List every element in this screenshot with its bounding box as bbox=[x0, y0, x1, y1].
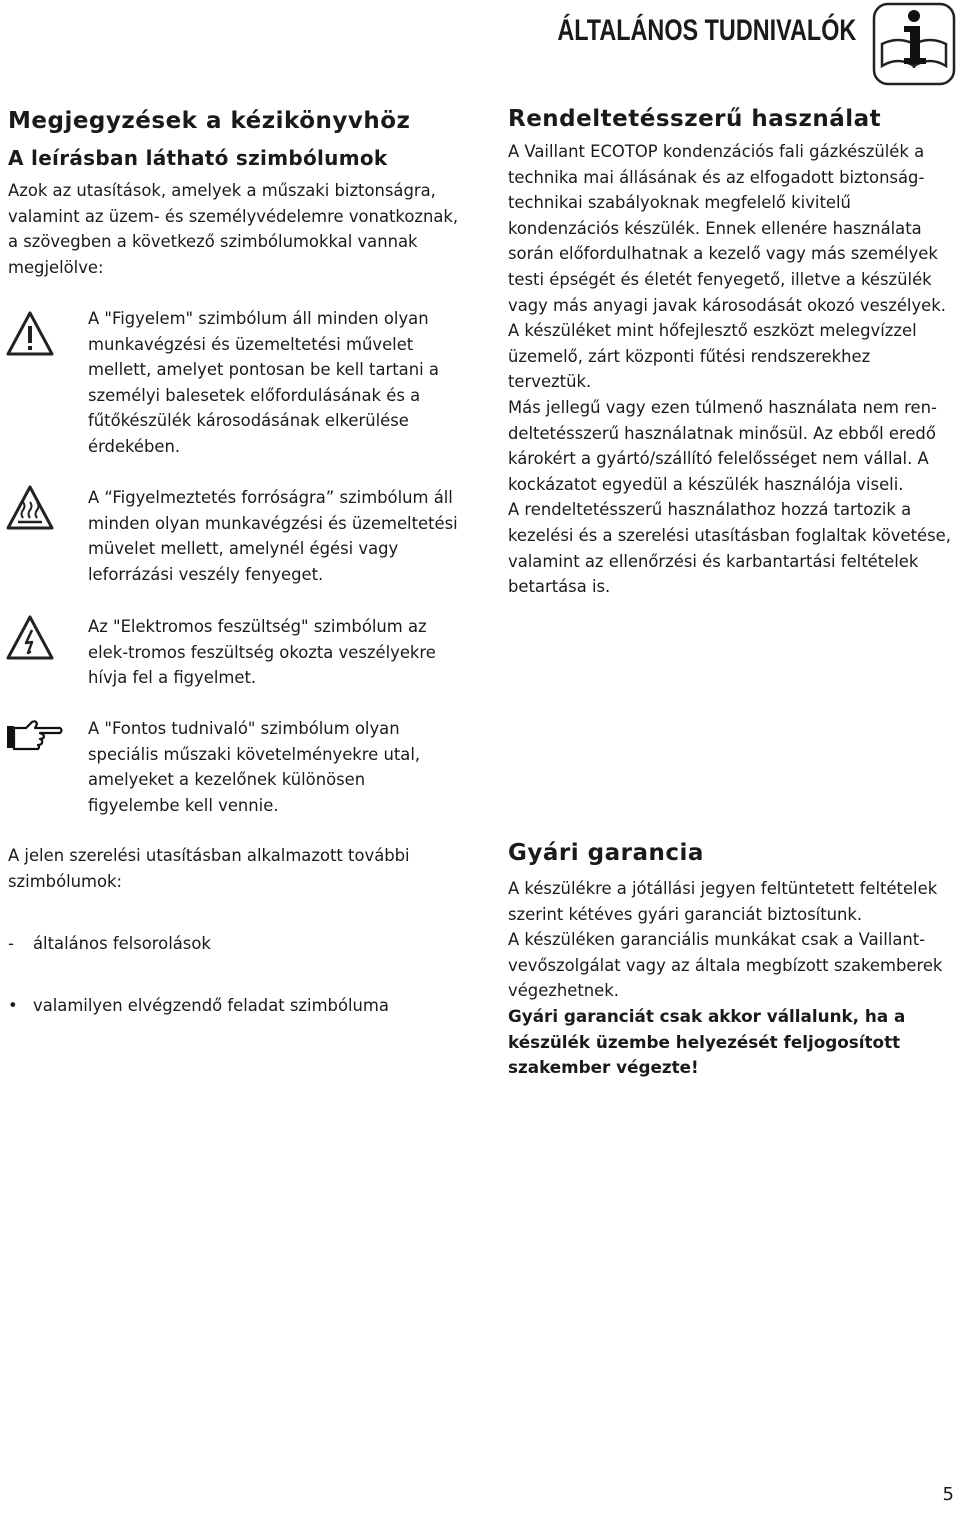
important-symbol-text: A "Fontos tudnivaló" szimbólum olyan speciális műszaki követelményekre utal, amelyeket a kezelőnek különösen figyelembe kell vennie. bbox=[88, 719, 421, 815]
warning-triangle-icon bbox=[6, 310, 52, 356]
symbols-subheading: A leírásban látható szimbólumok bbox=[8, 146, 388, 170]
warning-symbol-text: A "Figyelem" szimbólum áll minden olyan munkavégzési és üzemeltetési művelet mellett, amelyet pontosan be kell tartani a személyi balesetek előfordulásának és a fűtőkészülék károsodásának elkerülése érdekében. bbox=[88, 309, 439, 456]
intended-use-text: A Vaillant ECOTOP kondenzációs fali gázkészülék a technika mai állásának és az elfogadott biztonság- technikai szabályoknak megfelelő kivitelű kondenzációs készülék. Ennek ellenére használata során előfordulhatnak a kezelő vagy más személyek testi épségét és életét fenyegető, illetve a készülék vagy más anyagi javak károsodását okozó veszélyek. A készüléket mint hőfejlesztő eszközt melegvízzel üzemelő, zárt központi fűtési rendszerekhez terveztük. Más jellegű vagy ezen túlmenő használata nem ren- deltetésszerű használatnak minősül. Az ebből eredő károkért a gyártó/szállító felelősséget nem vállal. A kockázatot egyedül a készülék használója viseli. A rendeltetésszerű használathoz hozzá tartozik a kezelési és a szerelési utasításban foglaltak követése, valamint az ellenőrzési és karbantartási feltételek betartása is. bbox=[508, 142, 951, 597]
additional-symbols-text: A jelen szerelési utasításban alkalmazott további szimbólumok: bbox=[8, 846, 410, 891]
warranty-text: A készülékre a jótállási jegyen feltüntetett feltételek szerint kétéves gyári garanciát biztosítunk. A készüléken garanciális munkákat csak a Vaillant- vevőszolgálat vagy az általa megbízott szakemberek végezhetnek. bbox=[508, 879, 943, 1001]
warranty-heading: Gyári garancia bbox=[508, 840, 704, 866]
page-number: 5 bbox=[942, 1484, 954, 1505]
page-title: ÁLTALÁNOS TUDNIVALÓK bbox=[557, 14, 856, 47]
list-item-task: valamilyen elvégzendő feladat szimbóluma bbox=[33, 996, 389, 1015]
pointing-hand-icon bbox=[6, 718, 62, 764]
manual-info-icon bbox=[872, 2, 956, 86]
list-marker-bullet: • bbox=[8, 996, 18, 1015]
list-marker-dash: - bbox=[8, 934, 14, 953]
intended-use-heading: Rendeltetésszerű használat bbox=[508, 106, 882, 132]
intro-text: Azok az utasítások, amelyek a műszaki biztonságra, valamint az üzem- és személyvédelemre vonatkoznak, a szövegben a következő szimbólumokkal vannak megjelölve: bbox=[8, 181, 459, 277]
hot-surface-symbol-text: A “Figyelmeztetés forróságra” szimbólum áll minden olyan munkavégzési és üzemeltetési müvelet mellett, amelynél égési vagy leforrázási veszély fenyeget. bbox=[88, 488, 458, 584]
voltage-symbol-text: Az "Elektromos feszültség" szimbólum az elek-tromos feszültség okozta veszélyekre hívja fel a figyelmet. bbox=[88, 617, 436, 688]
manual-notes-heading: Megjegyzések a kézikönyvhöz bbox=[8, 108, 411, 134]
hot-surface-icon bbox=[6, 484, 52, 530]
high-voltage-icon bbox=[6, 614, 52, 660]
list-item-general: általános felsorolások bbox=[33, 934, 211, 953]
warranty-condition-text: Gyári garanciát csak akkor vállalunk, ha a készülék üzembe helyezését feljogosított szakember végezte! bbox=[508, 1006, 906, 1078]
